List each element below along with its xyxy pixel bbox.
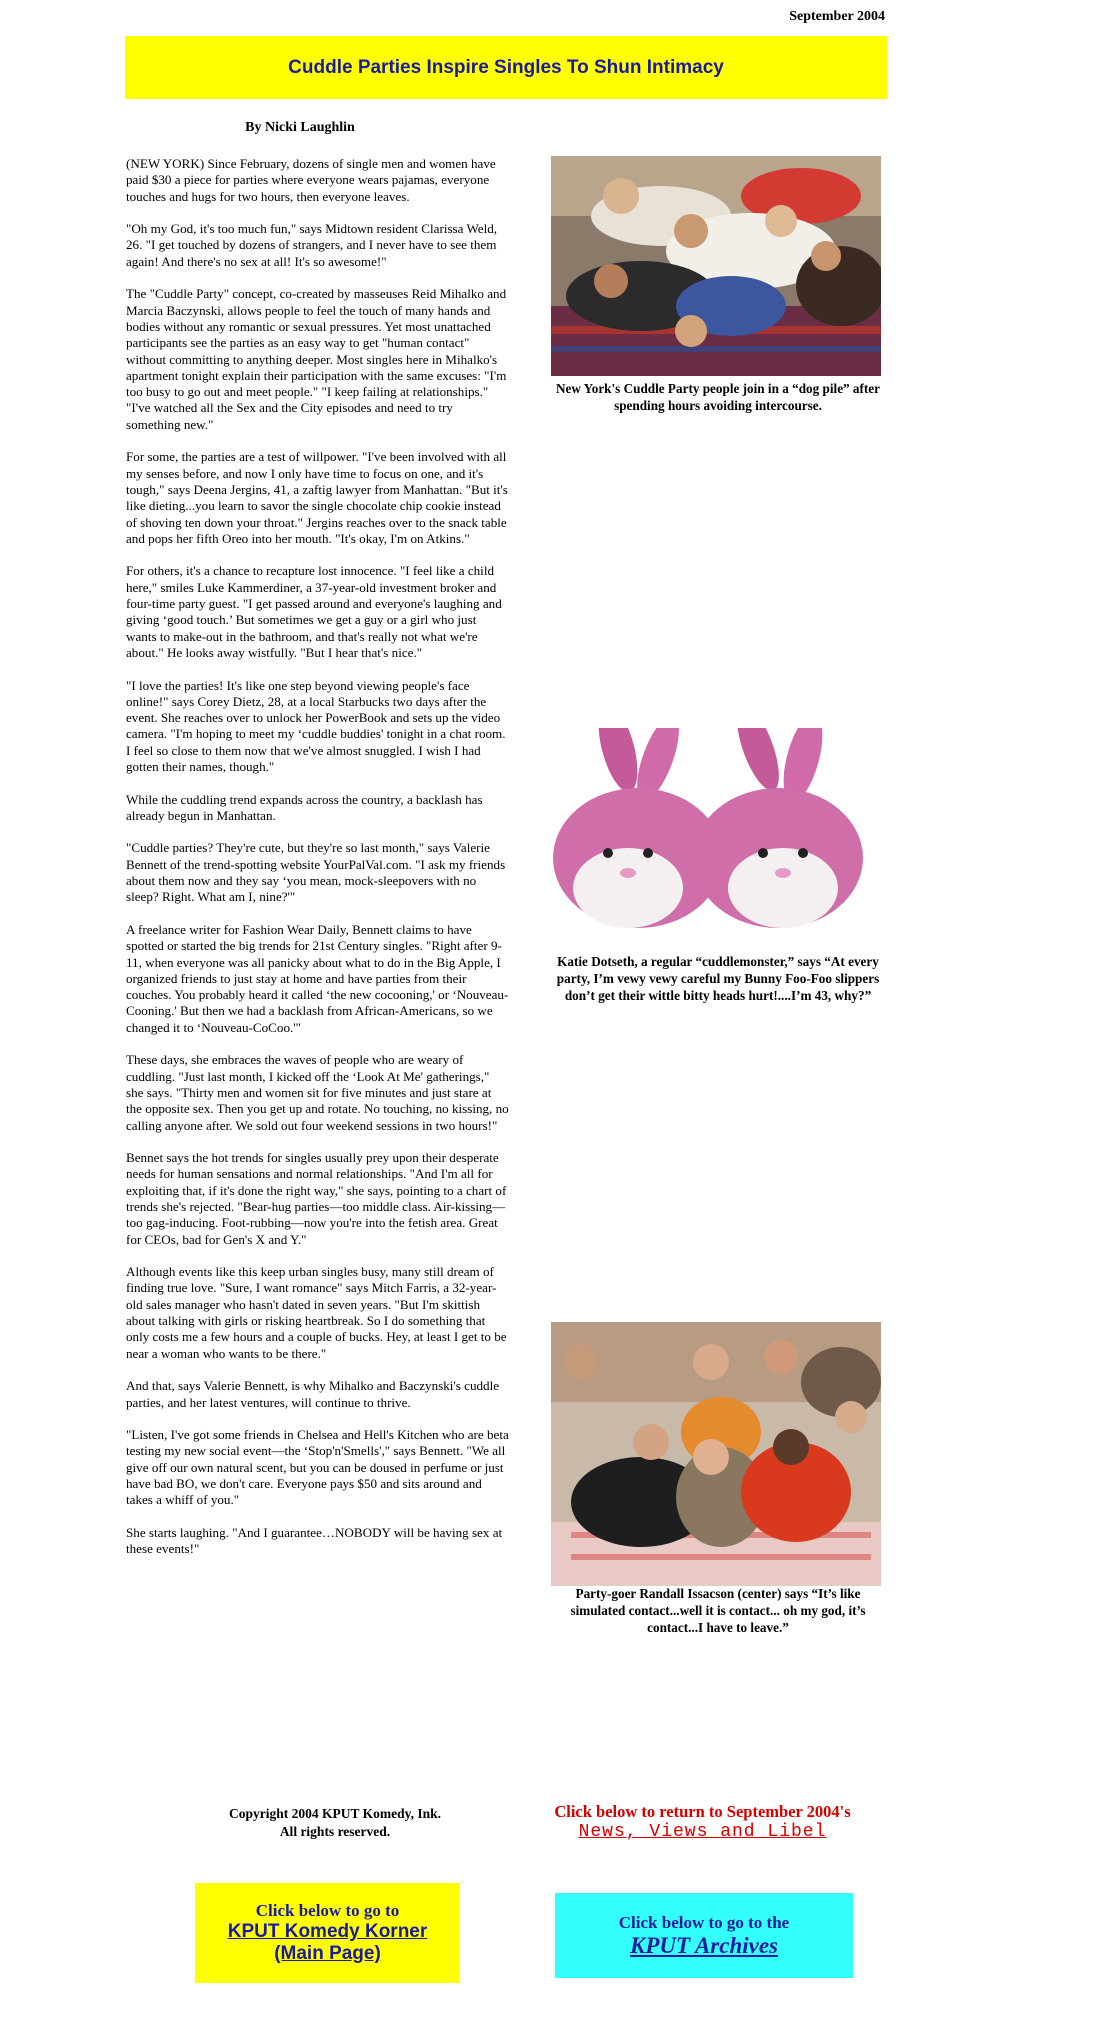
korner-text: Click below to go to <box>255 1901 400 1920</box>
return-block <box>520 1802 885 1842</box>
korner-link-line: KPUT Komedy Korner <box>227 1921 428 1942</box>
photo-bunny-slippers-image <box>548 728 872 942</box>
komedy-korner-link[interactable] <box>195 1921 460 1965</box>
copyright-line: Copyright 2004 KPUT Komedy, Ink. <box>228 1806 442 1821</box>
article-paragraph: "Oh my God, it's too much fun," says Midtown resident Clarissa Weld, 26. "I get touched by dozens of strangers, and I never have to see them again! And there's no sex at all! It's so awesome!" <box>126 221 498 269</box>
article-paragraph: The "Cuddle Party" concept, co-created by masseuses Reid Mihalko and Marcia Baczynski, allows people to feel the touch of many hands and bodies without any romantic or sexual pressures. Yet most unattached participants see the parties as an easy way to get "human contact" without committing to anything deeper. Most singles here in Mihalko's apartment tonight explain their participation with the same excuses: "I'm too busy to go out and meet people." "I keep failing at relationships." "I've watched all the Sex and the City episodes and need to try something new." <box>126 286 507 432</box>
article-paragraph: A freelance writer for Fashion Wear Daily, Bennett claims to have spotted or started the big trends for 21st Century singles. "Right after 9-11, when everyone was all panicky about what to do in the Big Apple, I organized friends to just stay at home and have parties from their couches. You probably heard it called ‘the new cocooning,' or ‘Nouveau-Cooning.' But then we had a backlash from African-Americans, so we changed it to ‘Nouveau-CoCoo.'" <box>126 921 509 1035</box>
headline-banner <box>125 36 887 99</box>
return-text: Click below to return to September 2004's <box>554 1802 851 1821</box>
photo-party-goers <box>551 1322 881 1586</box>
copyright-notice <box>205 1805 465 1841</box>
page-title: Cuddle Parties Inspire Singles To Shun Intimacy <box>288 56 724 78</box>
news-views-libel-link[interactable]: News, Views and Libel <box>578 1822 827 1842</box>
photo-cuddle-pile <box>551 156 881 376</box>
archives-link[interactable]: KPUT Archives <box>630 1933 778 1958</box>
copyright-line: All rights reserved. <box>279 1824 391 1839</box>
article-paragraph: She starts laughing. "And I guarantee…NOBODY will be having sex at these events!" <box>126 1524 503 1557</box>
article-paragraph: Although events like this keep urban singles busy, many still dream of finding true love. "Sure, I want romance" says Mitch Farris, a 32-year-old sales manager who hasn't dated in seven years. "But I'm skittish about talking with girls or risking heartbreak. So I do something that only costs me a few hours and a couple of bucks. Hey, at least I get to be near a woman who wants to be there." <box>126 1264 507 1361</box>
photo-bunny-slippers <box>548 728 872 942</box>
photo-caption: Katie Dotseth, a regular “cuddlemonster,” says “At every party, I’m vewy vewy careful my Bunny Foo-Foo slippers don’t get their wittle bitty heads hurt!....I’m 43, why?” <box>556 954 880 1003</box>
article-paragraph: While the cuddling trend expands across the country, a backlash has already begun in Manhattan. <box>126 791 483 823</box>
article-body <box>126 156 510 1574</box>
article-paragraph: Bennet says the hot trends for singles usually prey upon their desperate needs for human sensations and normal relationships. "And I'm all for exploiting that, if it's done the right way," she says, pointing to a chart of trends she's rejected. "Bear-hug parties—too middle class. Air-kissing—too gag-inducing. Foot-rubbing—now you're into the fetish area. Great for CEOs, bad for Gen's X and Y." <box>126 1150 507 1247</box>
photo-cuddle-pile-image <box>551 156 881 376</box>
article-paragraph: (NEW YORK) Since February, dozens of single men and women have paid $30 a piece for parties where everyone wears pajamas, everyone touches and hugs for two hours, then everyone leaves. <box>126 156 496 204</box>
archives-box <box>555 1893 853 1978</box>
article-paragraph: For some, the parties are a test of willpower. "I've been involved with all my senses before, and now I only have time to focus on one, and it's tough," says Deena Jergins, 41, a zaftig lawyer from Manhattan. "But it's like dieting...you learn to savor the single chocolate chip cookie instead of shoving ten down your throat." Jergins reaches over to the snack table and pops her fifth Oreo into her mouth. "It's okay, I'm on Atkins." <box>126 449 508 546</box>
komedy-korner-box <box>195 1883 460 1983</box>
article-paragraph: "Cuddle parties? They're cute, but they're so last month," says Valerie Bennett of the trend-spotting website YourPalVal.com. "I ask my friends about them now and they say ‘you mean, mock-sleepovers with no sleep? Right. What am I, nine?'" <box>126 840 506 905</box>
korner-link-line: (Main Page) <box>274 1943 381 1964</box>
article-paragraph: These days, she embraces the waves of people who are weary of cuddling. "Just last month, I kicked off the ‘Look At Me' gatherings," she says. "Thirty men and women sit for five minutes and just stare at the opposite sex. Then you get up and rotate. No touching, no kissing, no calling anyone after. We sold out four weekend sessions in two hours!" <box>126 1052 509 1133</box>
byline: By Nicki Laughlin <box>245 120 355 135</box>
issue-date: September 2004 <box>789 9 885 24</box>
photo-caption: Party-goer Randall Issacson (center) says “It’s like simulated contact...well it is contact... oh my god, it’s contact...I have to leave.” <box>570 1586 866 1635</box>
article-paragraph: "Listen, I've got some friends in Chelsea and Hell's Kitchen who are beta testing my new social event—the ‘Stop'n'Smells'," says Bennett. "We all give off our own natural scent, but you can be doused in perfume or just have bad BO, we don't care. Everyone pays $50 and sits around and takes a whiff of you." <box>126 1427 509 1508</box>
article-paragraph: For others, it's a chance to recapture lost innocence. "I feel like a child here," smiles Luke Kammerdiner, a 37-year-old investment broker and four-time party guest. "I get passed around and everyone's laughing and giving ‘good touch.’ But sometimes we get a guy or a girl who just wants to make-out in the bathroom, and that's really not what we're about." He looks away wistfully. "But I hear that's nice." <box>126 563 502 660</box>
photo-caption: New York's Cuddle Party people join in a “dog pile” after spending hours avoiding intercourse. <box>555 381 881 413</box>
photo-party-goers-image <box>551 1322 881 1586</box>
archives-text: Click below to go to the <box>618 1913 790 1932</box>
article-paragraph: "I love the parties! It's like one step beyond viewing people's face online!" says Corey Dietz, 28, at a local Starbucks two days after the event. She reaches over to unlock her PowerBook and sets up the video camera. "I'm hoping to meet my ‘cuddle buddies' tonight in a chat room. I feel so close to them now that we've almost snuggled. I wish I had gotten their names, though." <box>126 677 506 774</box>
article-paragraph: And that, says Valerie Bennett, is why Mihalko and Baczynski's cuddle parties, and her latest ventures, will continue to thrive. <box>126 1378 500 1410</box>
